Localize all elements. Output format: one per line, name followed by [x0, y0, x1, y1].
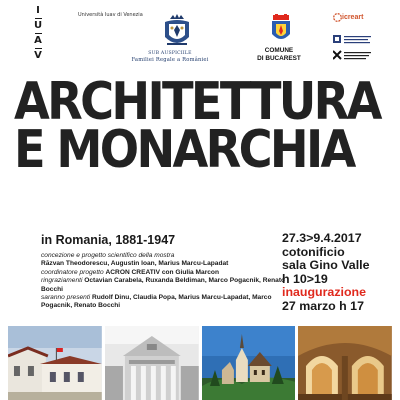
- subtitle: in Romania, 1881-1947: [41, 233, 176, 247]
- royal-line-2: Familiei Regale a României: [131, 57, 209, 63]
- credit-curators: [41, 252, 291, 269]
- photo-classical-building: [105, 326, 199, 400]
- credit-label: coordinatore progetto: [41, 268, 104, 276]
- photo-strip: [8, 326, 392, 400]
- photo-white-villa: [8, 326, 102, 400]
- event-venue-2: sala Gino Valle: [282, 258, 370, 273]
- credit-attendees: [41, 294, 291, 311]
- credit-value: ACRON CREATIV con Giulia Marcon: [105, 268, 219, 276]
- iuav-letter: I: [36, 5, 40, 16]
- event-hours: h 10>19: [282, 271, 328, 286]
- credit-coordinator: [41, 269, 291, 277]
- iuav-letter: V: [34, 50, 42, 61]
- royal-crest-icon: [163, 13, 191, 49]
- photo-arched-interior: [298, 326, 392, 400]
- iuav-logo: [34, 6, 42, 61]
- iuav-letter: U: [33, 20, 43, 31]
- bucharest-crest-icon: [270, 14, 292, 44]
- credit-label: concezione e progetto scientifico della mostra: [41, 252, 175, 259]
- event-info: [282, 232, 369, 314]
- city-line-1: COMUNE: [264, 47, 294, 54]
- opening-date: 27 marzo h 17: [282, 298, 364, 313]
- institute-logo-icon: [333, 34, 373, 46]
- city-line-2: DI BUCAREST: [257, 54, 301, 62]
- opening-label: inaugurazione: [282, 285, 366, 300]
- iuav-letter: A: [34, 35, 42, 46]
- photo-castle: [202, 326, 296, 400]
- credit-value: Răzvan Theodorescu, Augustin Ioan, Marius Marcu-Lapadat: [41, 260, 229, 268]
- credit-label: saranno presenti: [41, 294, 91, 302]
- royal-line-1: SUB AUSPICIILE: [148, 51, 192, 56]
- icr-logo-text: icreart: [342, 14, 364, 21]
- institute-cross-logo-icon: [333, 50, 373, 62]
- credits-block: [41, 252, 291, 311]
- event-dates: 27.3>9.4.2017: [282, 231, 362, 245]
- event-venue-1: cotonificio: [282, 244, 345, 259]
- credit-label: ringraziamenti: [41, 277, 83, 285]
- credit-value: Rudolf Dinu, Claudia Popa, Marius Marcu-Lapadat, Marco Pogacnik, Renato Bocchi: [41, 294, 272, 310]
- credit-value: Octavian Carabela, Ruxanda Beldiman, Marco Pogacnik, Renato Bocchi: [41, 277, 286, 293]
- university-label: Università Iuav di Venezia: [78, 12, 143, 18]
- title-line-2: E MONARCHIA: [14, 120, 354, 180]
- credit-thanks: [41, 277, 291, 294]
- city-label: [253, 47, 305, 62]
- title-line-1: ARCHITETTURA: [14, 72, 380, 132]
- icr-logo-icon: [333, 13, 342, 22]
